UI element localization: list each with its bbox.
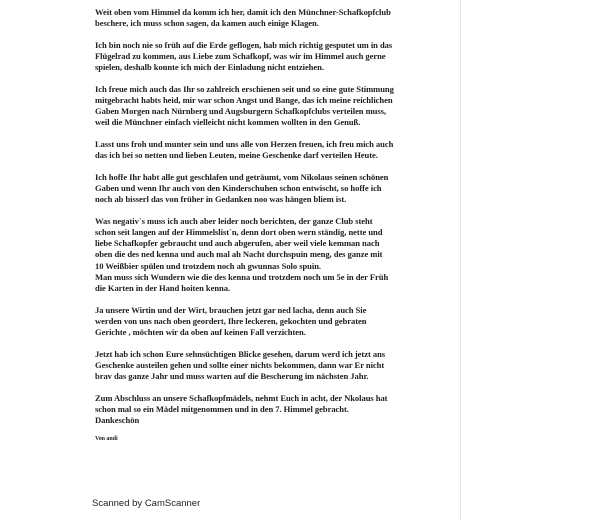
letter-body — [95, 7, 460, 443]
paragraph-9: Zum Abschluss an unsere Schafkopfmädels, nehmt Euch in acht, der Nkolaus hat schon mal so ein Mädel mitgenommen und in den 7. Himmel gebracht. Dankeschön — [95, 392, 388, 426]
paragraph-6: Was negativ`s muss ich auch aber leider noch berichten, der ganze Club steht schon seit langen auf der Himmelslist`n, denn dort oben wern ständig, nette und liebe Schafkopfer gebraucht und auch abgerufen, aber weil viele kemman nach oben die des ned kenna und auch mal ah Nacht durchspuin meng, des ganze mit 10 Weißbier spülen und trotzdem noch ah gwunnas Solo spuin. Man muss sich Wundern wie die des kenna und trotzdem noch um 5e in der Früh die Karten in der Hand hoiten kenna. — [95, 215, 389, 294]
paragraph-2: Ich bin noch nie so früh auf die Erde geflogen, hab mich richtig gesputet um in das Flügelrad zu kommen, aus Liebe zum Schafkopf, was wir im Himmel auch gerne spielen, deshalb konnte ich mich der Einladung nicht entziehen. — [95, 39, 393, 73]
paragraph-8: Jetzt hab ich schon Eure sehnsüchtigen Blicke gesehen, darum werd ich jetzt ans Geschenke austeilen gehen und sollte einer nichts bekommen, dann war Er nicht brav das ganze Jahr und muss warten auf die Bescherung im nächsten Jahr. — [95, 348, 386, 382]
paragraph-3: Ich freue mich auch das Ihr so zahlreich erschienen seit und so eine gute Stimmung mitgebracht habts heid, mir war schon Angst und Bange, das ich meine reichlichen Gaben Morgen nach Nürnberg und Augsburgern Schafkopfclubs verteilen muss, weil die Münchner einfach vielleicht nicht kommen wollten in den Genuß. — [95, 83, 394, 128]
paragraph-4: Lasst uns froh und munter sein und uns alle von Herzen freuen, ich freu mich auch das ich bei so netten und lieben Leuten, meine Geschenke darf verteilen Heute. — [95, 139, 394, 161]
paragraph-1: Weit oben vom Himmel da komm ich her, damit ich den Münchner-Schafkopfclub beschere, ich muss schon sagen, da kamen auch einige Klagen. — [95, 7, 391, 29]
signature: Von andi — [95, 436, 118, 443]
scanner-watermark: Scanned by CamScanner — [92, 498, 201, 509]
paragraph-5: Ich hoffe Ihr habt alle gut geschlafen und geträumt, vom Nikolaus seinen schönen Gaben und wenn Ihr auch von den Kinderschuhen schon entwischt, so hoffe ich noch ab bisserl das von früher in Gedanken noo was hängen bliem ist. — [95, 171, 389, 205]
paragraph-7: Ja unsere Wirtin und der Wirt, brauchen jetzt gar ned lacha, denn auch Sie werden von uns nach oben geordert, Ihre leckeren, gekochten und gebraten Gerichte , möchten wir da oben auf keinen Fall verzichten. — [95, 304, 367, 338]
